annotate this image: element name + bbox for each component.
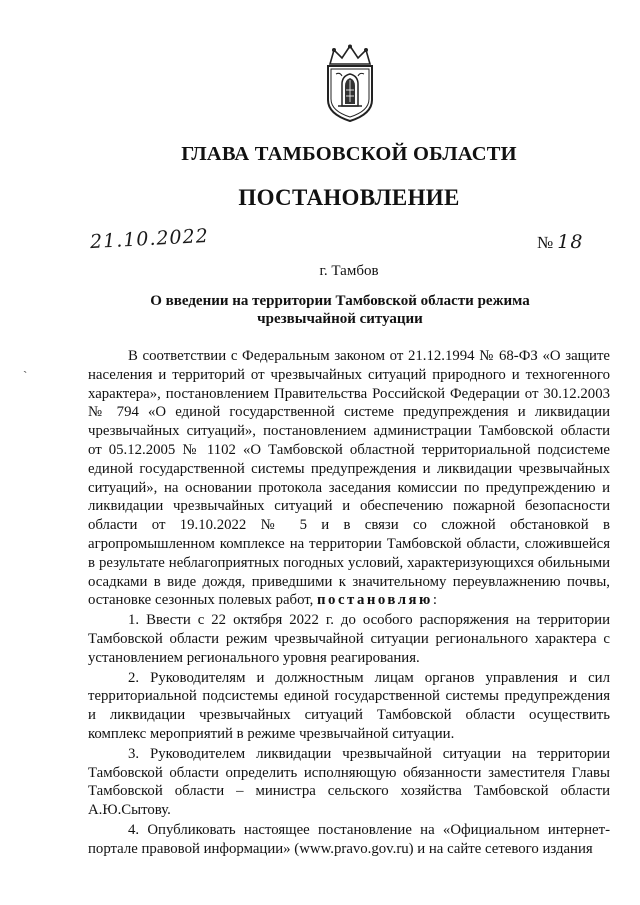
- scan-mark: `: [23, 368, 28, 383]
- city-line: г. Тамбов: [319, 263, 379, 279]
- authority-title: ГЛАВА ТАМБОВСКОЙ ОБЛАСТИ: [181, 143, 517, 165]
- number-prefix: №: [537, 233, 554, 252]
- item-paragraph-1: 1. Ввести с 22 октября 2022 г. до особого распоряжения на территории Тамбовской области режим чрезвычайной ситуации регионального характера с установлением регионального уровня реагирования.: [88, 612, 610, 666]
- item-paragraph-3: 3. Руководителем ликвидации чрезвычайной ситуации на территории Тамбовской области определить исполняющую обязанности заместителя Главы Тамбовской области – министра сельского хозяйства Тамбовской области А.Ю.Сытову.: [88, 745, 610, 819]
- preamble-paragraph: [88, 347, 610, 610]
- handwritten-date: 21.10.2022: [89, 224, 210, 254]
- document-subject: О введении на территории Тамбовской области режима чрезвычайной ситуации: [150, 293, 530, 327]
- decree-word: постановляю: [317, 592, 433, 609]
- decree-colon: :: [432, 592, 437, 609]
- document-type-title: ПОСТАНОВЛЕНИЕ: [238, 185, 460, 210]
- preamble-text: В соответствии с Федеральным законом от 21.12.1994 № 68-ФЗ «О защите населения и территорий от чрезвычайных ситуаций природного и техногенного характера», постановлением Правительства Российской Федерации от 30.12.2003 № 794 «О единой государственной системе предупреждения и ликвидации чрезвычайных ситуаций», постановлением администрации Тамбовской области от 05.12.2005 № 1102 «О Тамбовской областной территориальной подсистеме единой государственной системы предупреждения и ликвидации чрезвычайных ситуаций», на основании протокола заседания комиссии по предупреждению и ликвидации чрезвычайных ситуаций и обеспечению пожарной безопасности области от 19.10.2022 № 5 и в связи со сложной обстановкой в агропромышленном комплексе на территории Тамбовской области, сложившейся в результате неблагоприятных погодных условий, характеризующихся обильными осадками в виде дождя, приведшими к значительному переувлажнению почвы, остановке сезонных полевых работ,: [88, 348, 610, 609]
- coat-of-arms-icon: [318, 44, 382, 124]
- document-number: [537, 231, 583, 253]
- item-paragraph-2: 2. Руководителям и должностным лицам органов управления и сил территориальной подсистемы единой государственной системы предупреждения и ликвидации чрезвычайных ситуаций Тамбовской области осуществить комплекс мероприятий в режиме чрезвычайной ситуации.: [88, 669, 610, 742]
- item-paragraph-4: 4. Опубликовать настоящее постановление на «Официальном интернет-портале правовой информации» (www.pravo.gov.ru) и на сайте сетевого издания: [88, 821, 610, 857]
- handwritten-number: 18: [557, 231, 584, 253]
- document-body: [88, 347, 610, 860]
